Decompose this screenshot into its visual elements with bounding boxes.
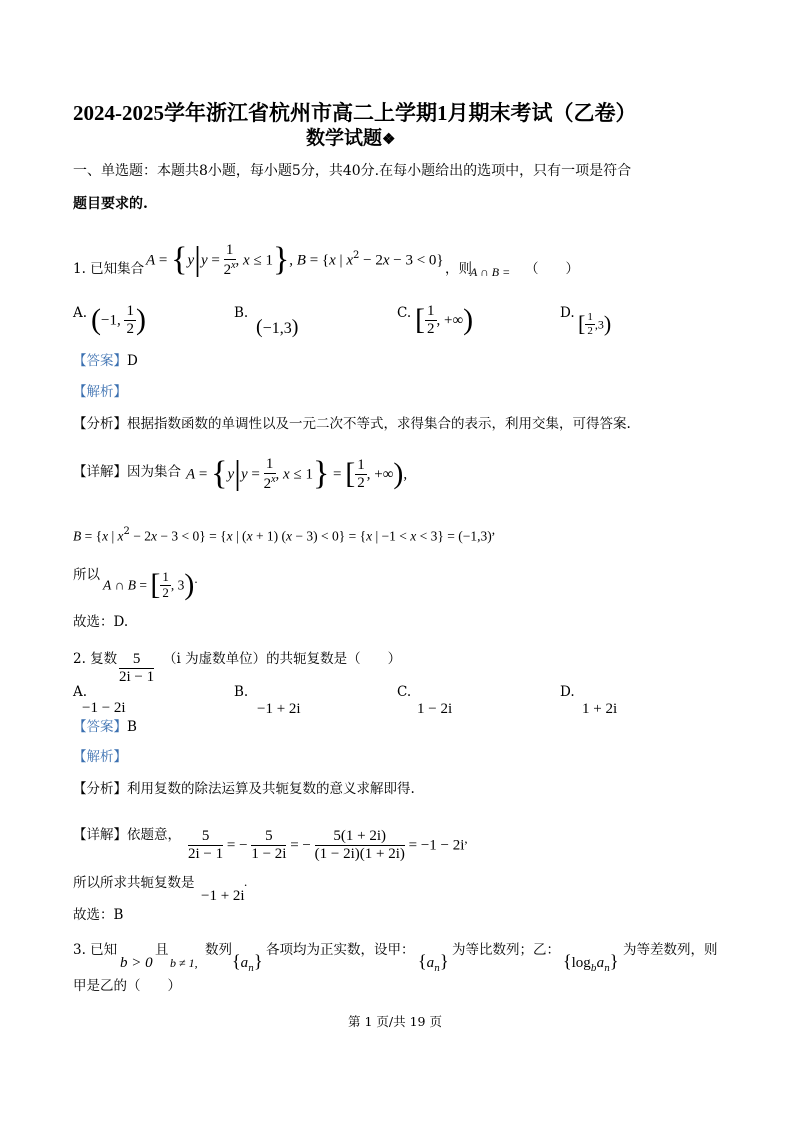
q3-part6: 为等差数列，则 (623, 942, 718, 958)
q3-b-not-one: b ≠ 1, (170, 956, 198, 970)
answer-tag: 【答案】 (73, 353, 127, 369)
q2-expr: $\frac{5}{2i - 1}$ (119, 651, 155, 685)
q1-answer (73, 349, 138, 369)
q1-set-a-formula: A = {y|y = $\frac{1}{2^x}$ , x ≤ 1}, B = {x | $x^2 - 2x - 3 < 0$} (146, 241, 444, 278)
q2-option-b-expr: −1 + 2i (257, 701, 301, 717)
q1-analysis: 【分析】根据指数函数的单调性以及一元二次不等式，求得集合的表示，利用交集，可得答案. (73, 416, 631, 432)
q2-stem: （i 为虚数单位）的共轭复数是（ ） (163, 651, 402, 667)
q3-part3: 数列 (205, 942, 232, 958)
q3-part1: 3. 已知 (73, 942, 118, 958)
q1-option-c-letter: C. (397, 305, 412, 321)
q1-option-b-letter: B. (234, 305, 249, 321)
q1-option-a-expr: (−1, $\frac{1}{2}$ ) (91, 303, 146, 337)
q1-option-d-expr: [ $\frac{1}{2}$ ,3) (578, 311, 612, 337)
section-line-2: 题目要求的. (73, 196, 148, 212)
q1-result: A ∩ B = [ $\frac{1}{2}$ , 3). (103, 568, 198, 601)
q3-line2: 甲是乙的（ ） (73, 978, 181, 994)
q2-conclude: 所以所求共轭复数是 (73, 875, 195, 891)
q2-option-c-letter: C. (397, 684, 412, 700)
q2-conclude-dot: . (244, 874, 248, 889)
q2-option-d-expr: 1 + 2i (582, 701, 618, 717)
q1-choose: 故选：D. (73, 614, 129, 630)
q1-jiexi-tag: 【解析】 (73, 384, 127, 400)
q2-detail-intro: 【详解】依题意， (73, 827, 181, 843)
q2-option-c-expr: 1 − 2i (417, 701, 453, 717)
q2-option-a-letter: A. (73, 684, 88, 700)
q2-number: 2. 复数 (73, 651, 118, 667)
q2-choose: 故选：B (73, 907, 124, 923)
section-line-1: 一、单选题：本题共8小题，每小题5分，共40分.在每小题给出的选项中，只有一项是符合 (73, 163, 632, 179)
q2-option-b-letter: B. (234, 684, 249, 700)
q1-ask: A ∩ B = (470, 265, 511, 279)
q1-number: 1. 已知集合 (73, 261, 145, 277)
document-title: 2024-2025学年浙江省杭州市高二上学期1月期末考试（乙卷） (73, 101, 637, 125)
q1-paren: （ ） (525, 261, 579, 277)
q1-option-a-letter: A. (73, 305, 88, 321)
q3-part2: 且 (155, 942, 169, 958)
q3-seq-log: $\{\log_ba_n\}$ (563, 951, 619, 975)
q1-detail-set-b: B = {x | $x^2 - 2x - 3 < 0\} = \{x$ | (x + 1) (x − 3) < 0} = {x | −1 < x < 3} = (−1,3), (73, 522, 496, 544)
q3-part5: 为等比数列；乙： (452, 942, 560, 958)
q2-answer-value: B (127, 719, 137, 735)
q1-option-c-expr: [ $\frac{1}{2}$ , +∞) (415, 303, 474, 337)
q3-seq-again: $\{a_n\}$ (418, 951, 449, 975)
q2-analysis: 【分析】利用复数的除法运算及共轭复数的意义求解即得. (73, 781, 415, 797)
answer-tag: 【答案】 (73, 719, 127, 735)
q1-so: 所以 (73, 567, 100, 583)
subtitle-text: 数学试题 (306, 127, 383, 149)
q2-option-a-expr: −1 − 2i (82, 700, 126, 716)
q2-jiexi-tag: 【解析】 (73, 749, 127, 765)
q1-answer-value: D (127, 353, 138, 369)
q3-seq: $\{a_n\}$ (232, 951, 263, 975)
q1-option-d-letter: D. (560, 305, 575, 321)
q3-part4: 各项均为正实数，设甲： (266, 942, 415, 958)
q2-conclude-value: −1 + 2i (201, 888, 245, 904)
diamond-mark-icon: ❖ (382, 130, 396, 148)
q2-answer (73, 715, 137, 735)
q1-detail-intro: 【详解】因为集合 (73, 464, 181, 480)
q2-detail-equation: $\frac{5}{2i - 1}$ = − $\frac{5}{1 - 2i}$ = − $\frac{5(1 + 2i)}{(1 - 2i)(1 + 2i)}$ = −1 − 2i, (188, 828, 468, 862)
q3-b-positive: b > 0 (120, 955, 153, 971)
document-subtitle (306, 123, 395, 150)
page-footer: 第 1 页/共 19 页 (348, 1014, 442, 1029)
q1-option-b-expr: (−1,3) (256, 316, 299, 338)
q1-detail-set-a: A = {y|y = $\frac{1}{2^x}$ , x ≤ 1} = [ $\frac{1}{2}$ , +∞), (186, 455, 408, 492)
q2-option-d-letter: D. (560, 684, 575, 700)
q1-then: ，则 (445, 261, 472, 277)
